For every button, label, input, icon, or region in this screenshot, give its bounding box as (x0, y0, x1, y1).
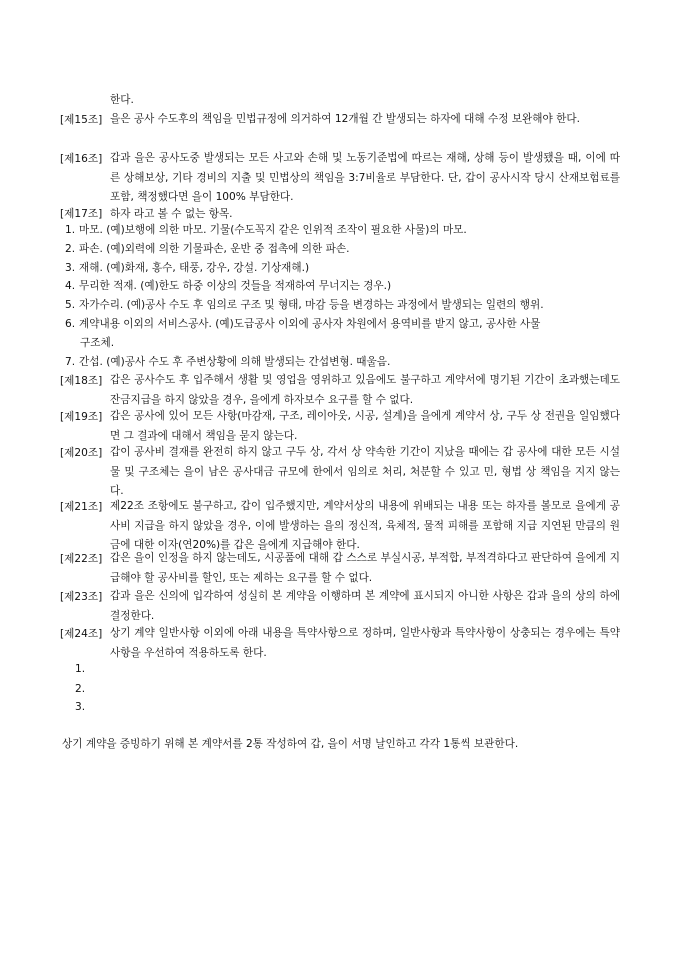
article-label-21: [제21조] (60, 501, 103, 513)
article-text-24: 상기 계약 일반사항 이외에 아래 내용을 특약사항으로 정하며, 일반사항과 특약사항이 상충되는 경우에는 특약사항을 우선하여 적용하도록 한다. (110, 627, 620, 659)
article-label-19: [제19조] (60, 411, 103, 423)
list-item: 3. 재해. (예)화재, 홍수, 태풍, 강우, 강설. 기상재해.) (65, 262, 310, 274)
list-item-continuation: 구조체. (80, 337, 115, 349)
article-text-20: 갑이 공사비 결재를 완전히 하지 않고 구두 상, 각서 상 약속한 기간이 지났을 때에는 갑 공사에 대한 모든 시설물 및 구조체는 을이 남은 공사대금 규모에 한에서 임의로 처리, 처분할 수 있고 민, 형법 상 책임을 지지 않는다. (110, 446, 620, 497)
article-text-16: 갑과 을은 공사도중 발생되는 모든 사고와 손해 및 노동기준법에 따르는 재해, 상해 등이 발생됐을 때, 이에 따른 상해보상, 기타 경비의 지출 및 민법상의 책임을 3:7비율로 부담한다. 단, 갑이 공사시작 당시 산재보험료를 포함, 책정했다면 을이 100% 부담한다. (110, 152, 620, 203)
special-item-1: 1. (75, 663, 86, 675)
article-text-21: 제22조 조항에도 불구하고, 갑이 입주했지만, 계약서상의 내용에 위배되는 내용 또는 하자를 볼모로 을에게 공사비 지급을 하지 않았을 경우, 이에 발생하는 을의 정신적, 육체적, 물적 피해를 포함해 지급 지연된 만큼의 원금에 대한 이자(연20%)를 갑은 을에게 지급해야 한다. (110, 500, 620, 551)
article-text-15: 을은 공사 수도후의 책임을 민법규정에 의거하여 12개월 간 발생되는 하자에 대해 수정 보완해야 한다. (110, 113, 580, 125)
article-label-24: [제24조] (60, 628, 103, 640)
article-label-22: [제22조] (60, 553, 103, 565)
list-item: 6. 계약내용 이외의 서비스공사. (예)도급공사 이외에 공사자 차원에서 용역비를 받지 않고, 공사한 사물 (65, 318, 541, 330)
closing-statement: 상기 계약을 증빙하기 위해 본 계약서를 2통 작성하여 갑, 을이 서명 날인하고 각각 1통씩 보관한다. (62, 738, 519, 750)
list-item: 2. 파손. (예)외력에 의한 기물파손, 운반 중 접촉에 의한 파손. (65, 243, 350, 255)
article-text-23: 갑과 을은 신의에 입각하여 성실히 본 계약을 이행하며 본 계약에 표시되지 아니한 사항은 갑과 을의 상의 하에 결정한다. (110, 590, 620, 622)
continuation-text: 한다. (110, 94, 134, 106)
article-label-15: [제15조] (60, 114, 103, 126)
article-label-16: [제16조] (60, 153, 103, 165)
list-item: 7. 간섭. (예)공사 수도 후 주변상황에 의해 발생되는 간섭변형. 때울음. (65, 356, 391, 368)
article-label-17: [제17조] (60, 208, 103, 220)
article-label-18: [제18조] (60, 375, 103, 387)
article-label-23: [제23조] (60, 591, 103, 603)
article-text-18: 갑은 공사수도 후 입주해서 생활 및 영업을 영위하고 있음에도 불구하고 계약서에 명기된 기간이 초과했는데도 잔금지급을 하지 않았을 경우, 을에게 하자보수 요구를 할 수 없다. (110, 374, 620, 406)
list-item: 4. 무리한 적재. (예)한도 하중 이상의 것들을 적재하여 무너지는 경우.) (65, 280, 392, 292)
article-text-17: 하자 라고 볼 수 없는 항목. (110, 208, 233, 220)
list-item: 1. 마모. (예)보행에 의한 마모. 기물(수도꼭지 같은 인위적 조작이 필요한 사물)의 마모. (65, 224, 467, 236)
special-item-3: 3. (75, 701, 86, 713)
article-label-20: [제20조] (60, 447, 103, 459)
special-item-2: 2. (75, 683, 86, 695)
list-item: 5. 자가수리. (예)공사 수도 후 임의로 구조 및 형태, 마감 등을 변경하는 과정에서 발생되는 일련의 행위. (65, 299, 544, 311)
article-text-22: 갑은 을이 인정을 하지 않는데도, 시공품에 대해 갑 스스로 부실시공, 부적합, 부적격하다고 판단하여 을에게 지급해야 할 공사비를 할인, 또는 제하는 요구를 할 수 없다. (110, 552, 620, 584)
article-text-19: 갑은 공사에 있어 모든 사항(마감재, 구조, 레이아웃, 시공, 설계)을 을에게 계약서 상, 구두 상 전권을 일임했다면 그 결과에 대해서 책임을 묻지 않는다. (110, 410, 620, 442)
